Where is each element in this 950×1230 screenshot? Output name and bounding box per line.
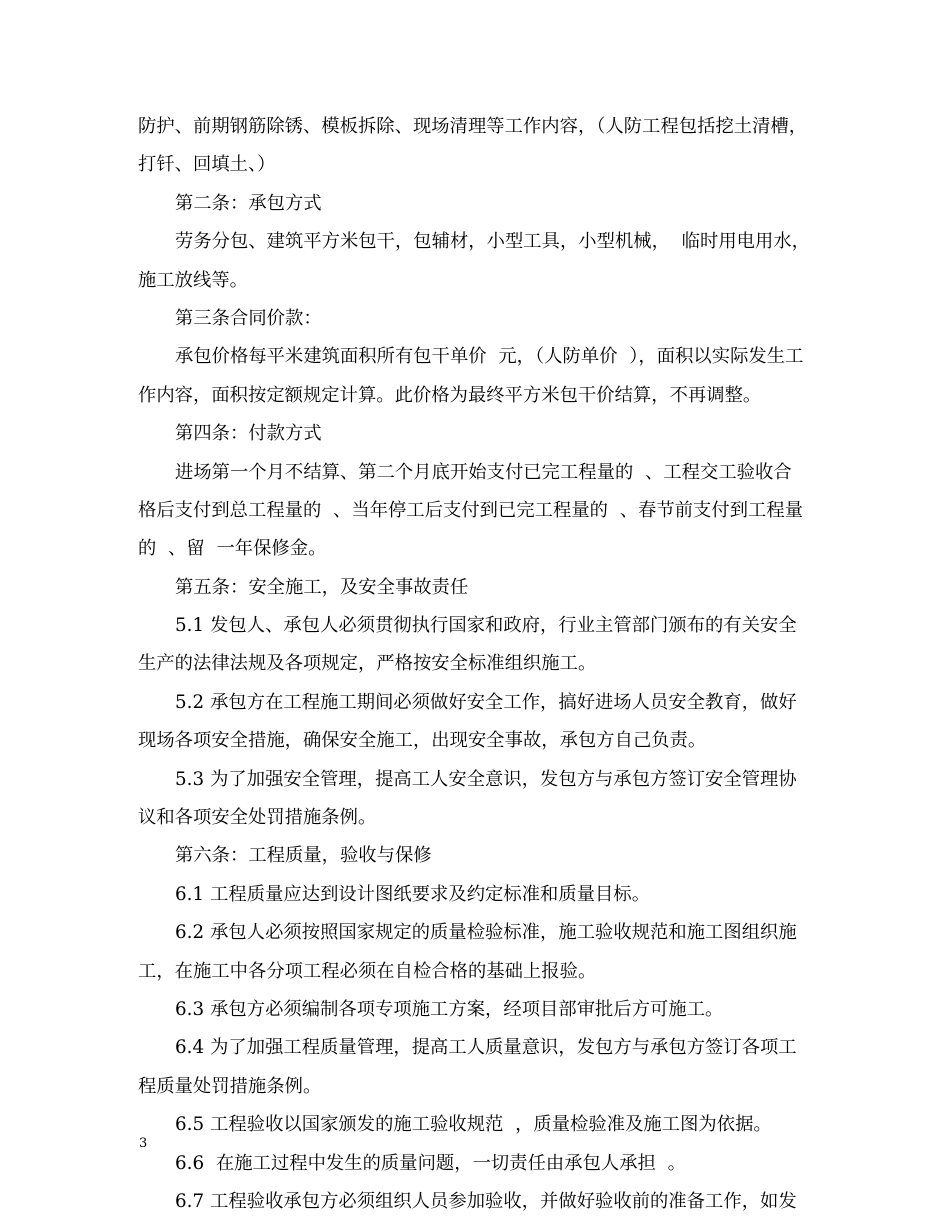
text-line: 6.3 承包方必须编制各项专项施工方案，经项目部审批后方可施工。 <box>175 998 724 1020</box>
text-line: 现场各项安全措施，确保安全施工，出现安全事故，承包方自己负责。 <box>138 730 707 752</box>
text-line: 5.1 发包人、承包人必须贯彻执行国家和政府，行业主管部门颁布的有关安全 <box>175 615 797 637</box>
text-line: 6.1 工程质量应达到设计图纸要求及约定标准和质量目标。 <box>175 883 651 905</box>
text-line: 6.4 为了加强工程质量管理，提高工人质量意识，发包方与承包方签订各项工 <box>175 1037 797 1059</box>
section-heading: 第六条：工程质量，验收与保修 <box>175 845 432 867</box>
text-line: 防护、前期钢筋除锈、模板拆除、现场清理等工作内容，（人防工程包括挖土清槽， <box>138 116 808 137</box>
text-line: 进场第一个月不结算、第二个月底开始支付已完工程量的 、工程交工验收合 <box>175 461 792 483</box>
text-line: 程质量处罚措施条例。 <box>138 1075 322 1097</box>
text-line: 6.5 工程验收以国家颁发的施工验收规范 ，质量检验准及施工图为依据。 <box>175 1114 772 1136</box>
text-line: 承包价格每平米建筑面积所有包干单价 元，（人防单价 ），面积以实际发生工 <box>175 346 804 368</box>
text-line: 5.2 承包方在工程施工期间必须做好安全工作，搞好进场人员安全教育，做好 <box>175 691 797 713</box>
text-line: 施工放线等。 <box>138 269 248 291</box>
text-line: 生产的法律法规及各项规定，严格按安全标准组织施工。 <box>138 653 597 675</box>
section-heading: 第四条：付款方式 <box>175 423 322 445</box>
text-line: 6.2 承包人必须按照国家规定的质量检验标准，施工验收规范和施工图组织施 <box>175 922 797 944</box>
text-line: 格后支付到总工程量的 、当年停工后支付到已完工程量的 、春节前支付到工程量 <box>138 499 804 521</box>
text-line: 打钎、回填土、） <box>138 154 276 176</box>
text-line: 劳务分包、建筑平方米包干，包辅材，小型工具，小型机械， 临时用电用水， <box>175 231 810 253</box>
text-line: 6.6 在施工过程中发生的质量问题，一切责任由承包人承担 。 <box>175 1152 686 1174</box>
page-number: 3 <box>139 1136 148 1151</box>
section-heading: 第五条：安全施工，及安全事故责任 <box>175 576 469 598</box>
text-line: 6.7 工程验收承包方必须组织人员参加验收，并做好验收前的准备工作，如发 <box>175 1190 797 1212</box>
document-body <box>138 117 814 1230</box>
text-line: 的 、留 一年保修金。 <box>138 538 327 560</box>
text-line: 作内容，面积按定额规定计算。此价格为最终平方米包干价结算，不再调整。 <box>138 384 762 406</box>
text-line: 议和各项安全处罚措施条例。 <box>138 807 377 829</box>
text-line: 工，在施工中各分项工程必须在自检合格的基础上报验。 <box>138 960 597 982</box>
text-line: 5.3 为了加强安全管理，提高工人安全意识，发包方与承包方签订安全管理协 <box>175 768 797 790</box>
section-heading: 第三条合同价款： <box>175 307 322 329</box>
section-heading: 第二条：承包方式 <box>175 192 322 214</box>
